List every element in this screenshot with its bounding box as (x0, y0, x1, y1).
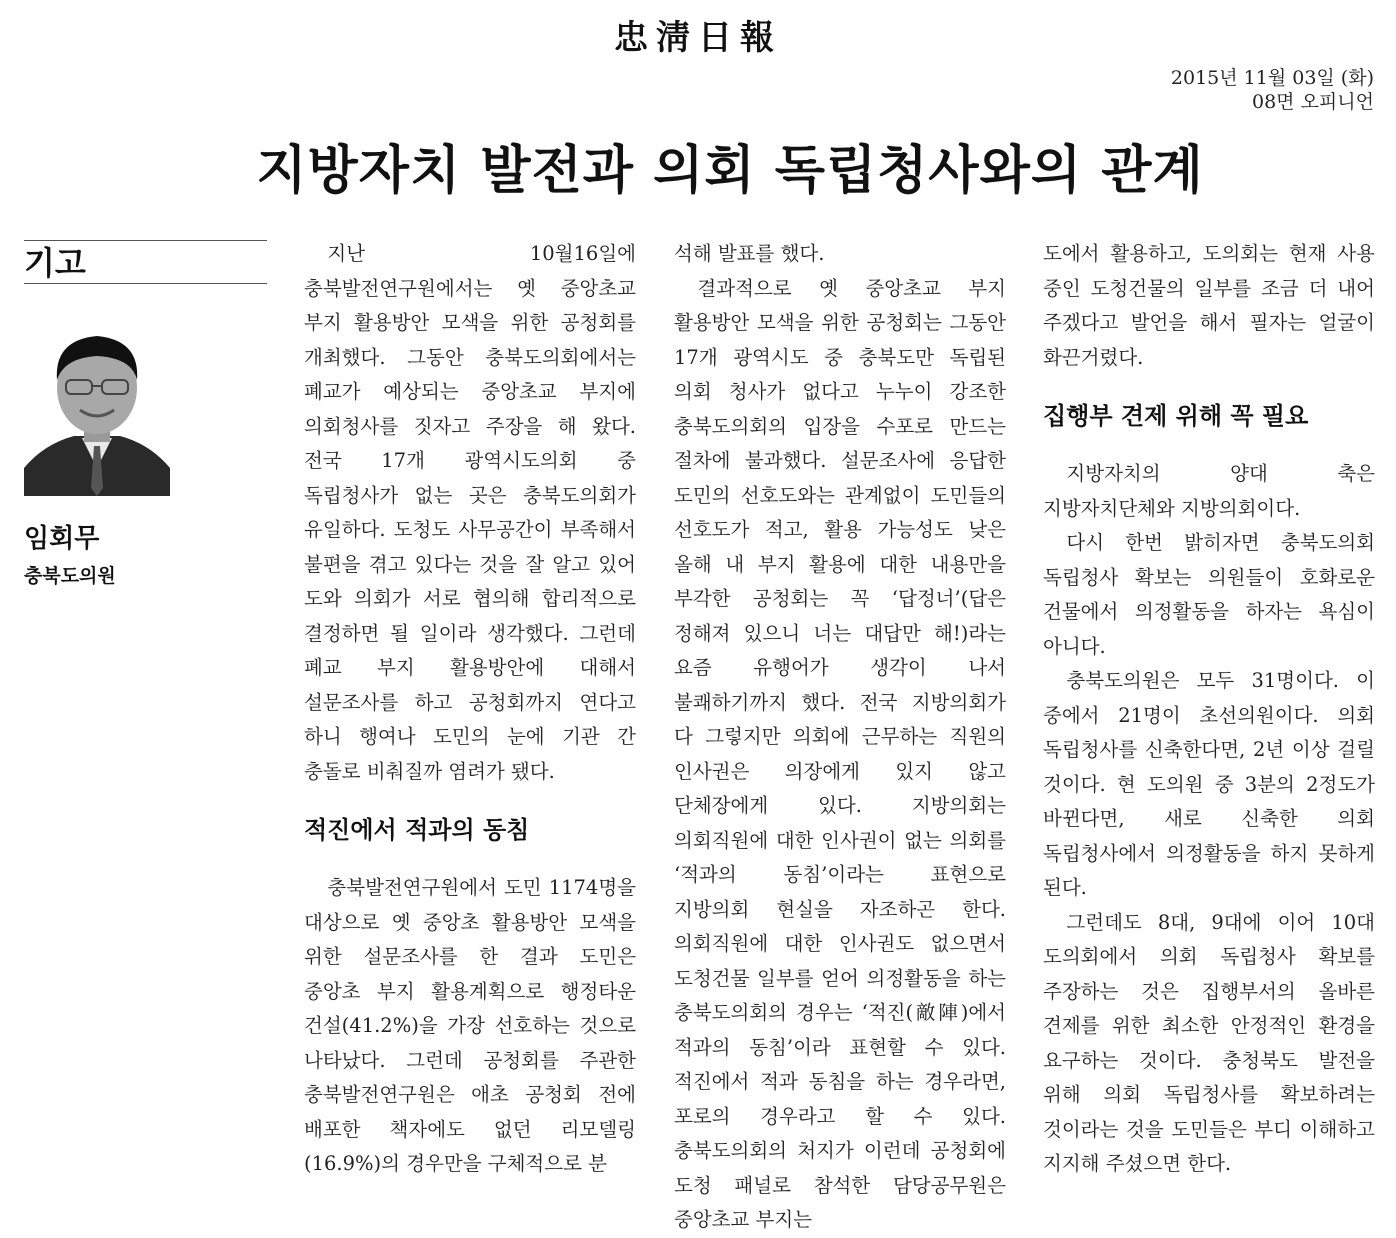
article-column-2 (674, 237, 1006, 1238)
paragraph: 다시 한번 밝히자면 충북도의회 독립청사 확보는 의원들이 호화로운 건물에서 의정활동을 하자는 욕심이 아니다. (1043, 531, 1375, 658)
paragraph: 결과적으로 옛 중앙초교 부지 활용방안 모색을 위한 공청회는 그동안 17개 광역시도 중 충북도만 독립된 의회 청사가 없다고 누누이 강조한 충북도의회의 입장을 수포로 만드는 절차에 불과했다. 설문조사에 응답한 도민의 선호도와는 관계없이 도민들의 선호도가 적고, 활용 가능성도 낮은 올해 내 부지 활용에 대한 내용만을 부각한 공청회는 꼭 ‘답정너’(답은 정해져 있으니 너는 대답만 해!)라는 요즘 유행어가 생각이 나서 불쾌하기까지 했다. 전국 지방의회가 다 그렇지만 의회에 근무하는 직원의 인사권은 의장에게 있지 않고 단체장에게 있다. 지방의회는 의회직원에 대한 인사권이 없는 의회를 ‘적과의 동침’이라는 표현으로 지방의회 현실을 자조하곤 한다. 의회직원에 대한 인사권도 없으면서 도청건물 일부를 얻어 의정활동을 하는 충북도의회의 경우는 ‘적진(敵陣)에서 적과의 동침’이라 표현할 수 있다. 적진에서 적과 동침을 하는 경우라면, 포로의 경우라고 할 수 있다. 충북도의회의 처지가 이런데 공청회에 도청 패널로 참석한 담당공무원은 중앙초교 부지는 (674, 276, 1006, 1231)
newspaper-masthead: 忠淸日報 (614, 18, 782, 58)
paragraph: 충북발전연구원에서 도민 1174명을 대상으로 옛 중앙초 활용방안 모색을 위한 설문조사를 한 결과 도민은 중앙초 부지 활용계획으로 행정타운 건설(41.2%)을 가장 선호하는 것으로 나타났다. 그런데 공청회를 주관한 충북발전연구원은 애초 공청회 전에 배포한 책자에도 없던 리모델링(16.9%)의 경우만을 구체적으로 분 (304, 876, 636, 1175)
article-headline: 지방자치 발전과 의회 독립청사와의 관계 (256, 140, 1204, 201)
section-label: 기고 (24, 244, 86, 282)
paragraph: 그런데도 8대, 9대에 이어 10대 도의회에서 의회 독립청사 확보를 주장하는 것은 집행부서의 올바른 견제를 위한 최소한 안정적인 환경을 요구하는 것이다. 충청북도 발전을 위해 의회 독립청사를 확보하려는 것이라는 것을 도민들은 부디 이해하고 지지해 주셨으면 한다. (1043, 910, 1375, 1175)
page-section: 08면 오피니언 (1252, 91, 1374, 113)
publication-meta (1171, 66, 1374, 114)
article-column-1 (304, 237, 636, 1182)
author-sidebar (24, 240, 267, 588)
paragraph: 지난 10월16일에 충북발전연구원에서는 옛 중앙초교 부지 활용방안 모색을 위한 공청회를 개최했다. 그동안 충북도의회에서는 폐교가 예상되는 중앙초교 부지에 의회청사를 짓자고 주장을 해 왔다. 전국 17개 광역시도의회 중 독립청사가 없는 곳은 충북도의회가 유일하다. 도청도 사무공간이 부족해서 불편을 겪고 있다는 것을 잘 알고 있어 도와 의회가 서로 협의해 합리적으로 결정하면 될 일이라 생각했다. 그런데 폐교 부지 활용방안에 대해서 설문조사를 하고 공청회까지 연다고 하니 행여나 도민의 눈에 기관 간 충돌로 비춰질까 염려가 됐다. (304, 242, 636, 783)
paragraph: 지방자치의 양대 축은 지방자치단체와 지방의회이다. (1043, 462, 1375, 520)
article-column-3 (1043, 237, 1375, 1182)
subheading: 적진에서 적과의 동침 (304, 816, 530, 844)
divider (24, 283, 267, 284)
author-title: 충북도의원 (24, 565, 116, 587)
paragraph: 도에서 활용하고, 도의회는 현재 사용 중인 도청건물의 일부를 조금 더 내어 주겠다고 발언을 해서 필자는 얼굴이 화끈거렸다. (1043, 242, 1375, 369)
author-name: 임회무 (24, 524, 100, 554)
author-photo (24, 318, 170, 496)
paragraph: 석해 발표를 했다. (674, 242, 825, 265)
paragraph: 충북도의원은 모두 31명이다. 이 중에서 21명이 초선의원이다. 의회 독립청사를 신축한다면, 2년 이상 걸릴 것이다. 현 도의원 중 3분의 2정도가 바뀐다면, 새로 신축한 의회 독립청사에서 의정활동을 하지 못하게 된다. (1043, 669, 1375, 899)
publication-date: 2015년 11월 03일 (화) (1170, 67, 1374, 89)
subheading: 집행부 견제 위해 꼭 필요 (1043, 402, 1309, 430)
author-portrait-icon (24, 318, 170, 496)
